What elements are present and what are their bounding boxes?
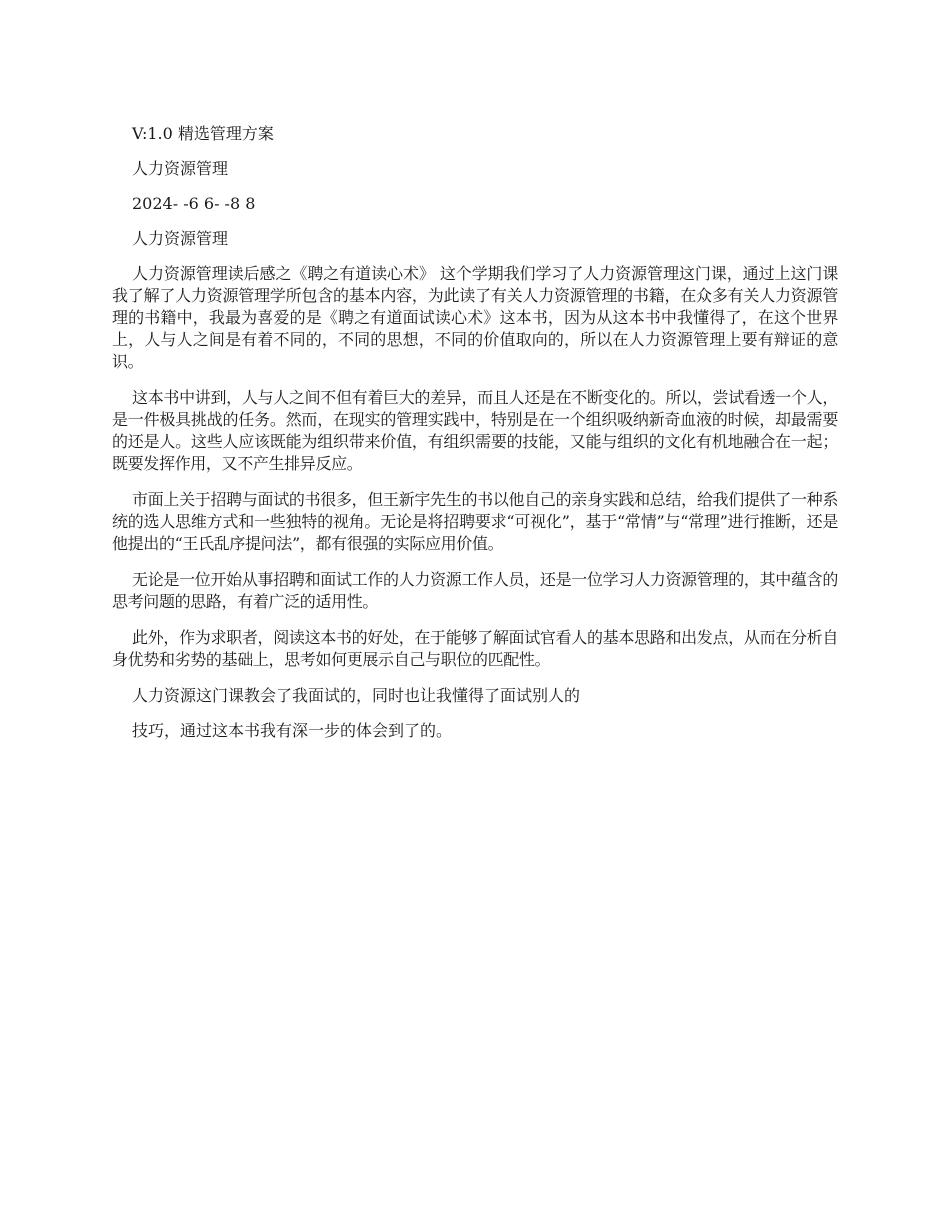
paragraph-market-books: 市面上关于招聘与面试的书很多，但王新宇先生的书以他自己的亲身实践和总结，给我们提供了一种系统的选人思维方式和一些独特的视角。无论是将招聘要求“可视化”，基于“常情”与“常理”进行推断，还是他提出的“王氏乱序提问法”，都有很强的实际应用价值。 [112,490,838,553]
section-title: 人力资源管理 [132,229,229,248]
closing-line-1: 人力资源这门课教会了我面试的，同时也让我懂得了面试别人的 [132,686,581,705]
paragraph-intro: 人力资源管理读后感之《聘之有道读心术》 这个学期我们学习了人力资源管理这门课，通过上这门课我了解了人力资源管理学所包含的基本内容，为此读了有关人力资源管理的书籍，在众多有关人力资源管理的书籍中，我最为喜爱的是《聘之有道面试读心术》这本书，因为从这本书中我懂得了，在这个世界上，人与人之间是有着不同的，不同的思想，不同的价值取向的，所以在人力资源管理上要有辩证的意识。 [112,264,838,371]
paragraph-applicability: 无论是一位开始从事招聘和面试工作的人力资源工作人员，还是一位学习人力资源管理的，其中蕴含的思考问题的思路，有着广泛的适用性。 [112,570,838,611]
closing-line-2: 技巧，通过这本书我有深一步的体会到了的。 [132,721,453,740]
paragraph-job-seekers: 此外，作为求职者，阅读这本书的好处，在于能够了解面试官看人的基本思路和出发点，从而在分析自身优势和劣势的基础上，思考如何更展示自己与职位的匹配性。 [112,628,838,669]
paragraph-differences: 这本书中讲到，人与人之间不但有着巨大的差异，而且人还是在不断变化的。所以，尝试看透一个人，是一件极具挑战的任务。然而，在现实的管理实践中，特别是在一个组织吸纳新奇血液的时候，却最需要的还是人。这些人应该既能为组织带来价值，有组织需要的技能，又能与组织的文化有机地融合在一起；既要发挥作用，又不产生排异反应。 [112,388,838,473]
version-line: V:1.0 精选管理方案 [132,124,274,143]
date-line: 2024- -6 6- -8 8 [132,194,256,213]
subject-line: 人力资源管理 [132,159,229,178]
